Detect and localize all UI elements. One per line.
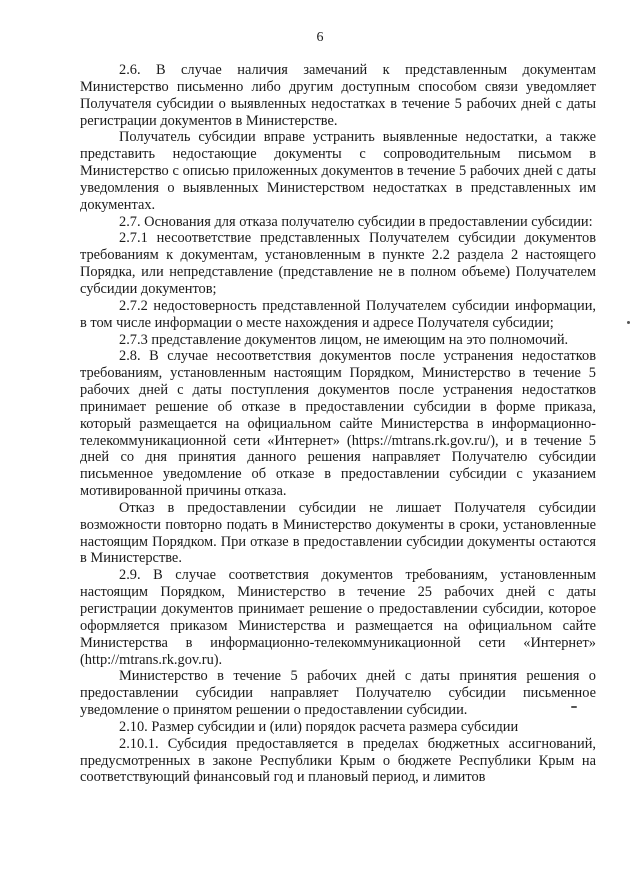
- paragraph-2-7: 2.7. Основания для отказа получателю субсидии в предоставлении субсидии:: [119, 213, 593, 230]
- document-body: [80, 62, 596, 786]
- paragraph-2-10-1: 2.10.1. Субсидия предоставляется в пределах бюджетных ассигнований, предусмотренных в законе Республики Крым о бюджете Республики Крым на соответствующий финансовый год и плановый период, и лимитов: [80, 735, 596, 786]
- paragraph-2-8-refusal: Отказ в предоставлении субсидии не лишает Получателя субсидии возможности повторно подать в Министерство документы в сроки, установленные настоящим Порядком. При отказе в предоставлении субсидии документы остаются в Министерстве.: [80, 499, 596, 567]
- paragraph-2-9: 2.9. В случае соответствия документов требованиям, установленным настоящим Порядком, Министерство в течение 25 рабочих дней с даты регистрации документов принимает решение о предоставлении субсидии, которое оформляется приказом Министерства и размещается на официальном сайте Министерства в информационно-телекоммуникационной сети «Интернет» (http://mtrans.rk.gov.ru).: [80, 567, 596, 668]
- scan-speck: [571, 706, 577, 708]
- page-number: 6: [316, 30, 324, 45]
- paragraph-2-6-correction: Получатель субсидии вправе устранить выявленные недостатки, а также представить недостающие документы с сопроводительным письмом в Министерство с описью приложенных документов в течение 5 рабочих дней с даты уведомления о выявленных Министерством недостатках в представленных им документах.: [80, 129, 596, 213]
- scan-speck: [627, 321, 630, 324]
- paragraph-2-7-3: 2.7.3 представление документов лицом, не имеющим на это полномочий.: [119, 331, 569, 348]
- paragraph-2-9-notice: Министерство в течение 5 рабочих дней с даты принятия решения о предоставлении субсидии направляет Получателю субсидии письменное уведомление о принятом решении о предоставлении субсидии.: [80, 668, 596, 719]
- paragraph-2-10: 2.10. Размер субсидии и (или) порядок расчета размера субсидии: [119, 718, 519, 735]
- paragraph-2-7-2: 2.7.2 недостоверность представленной Получателем субсидии информации, в том числе информации о месте нахождения и адресе Получателя субсидии;: [80, 297, 596, 331]
- paragraph-2-8: 2.8. В случае несоответствия документов после устранения недостатков требованиям, установленным настоящим Порядком, Министерство в течение 5 рабочих дней с даты поступления документов после устранения недостатков принимает решение об отказе в предоставлении субсидии в форме приказа, который размещается на официальном сайте Министерства в информационно-телекоммуникационной сети «Интернет» (https://mtrans.rk.gov.ru/), и в течение 5 дней со дня принятия данного решения направляет Получателю субсидии письменное уведомление об отказе в предоставлении субсидии с указанием мотивированной причины отказа.: [80, 348, 596, 500]
- paragraph-2-6: 2.6. В случае наличия замечаний к представленным документам Министерство письменно либо другим доступным способом связи уведомляет Получателя субсидии о выявленных недостатках в течение 5 рабочих дней с даты регистрации документов в Министерстве.: [80, 62, 596, 129]
- paragraph-2-7-1: 2.7.1 несоответствие представленных Получателем субсидии документов требованиям к документам, установленным в пункте 2.2 раздела 2 настоящего Порядка, или непредставление (представление не в полном объеме) Получателем субсидии документов;: [80, 230, 596, 297]
